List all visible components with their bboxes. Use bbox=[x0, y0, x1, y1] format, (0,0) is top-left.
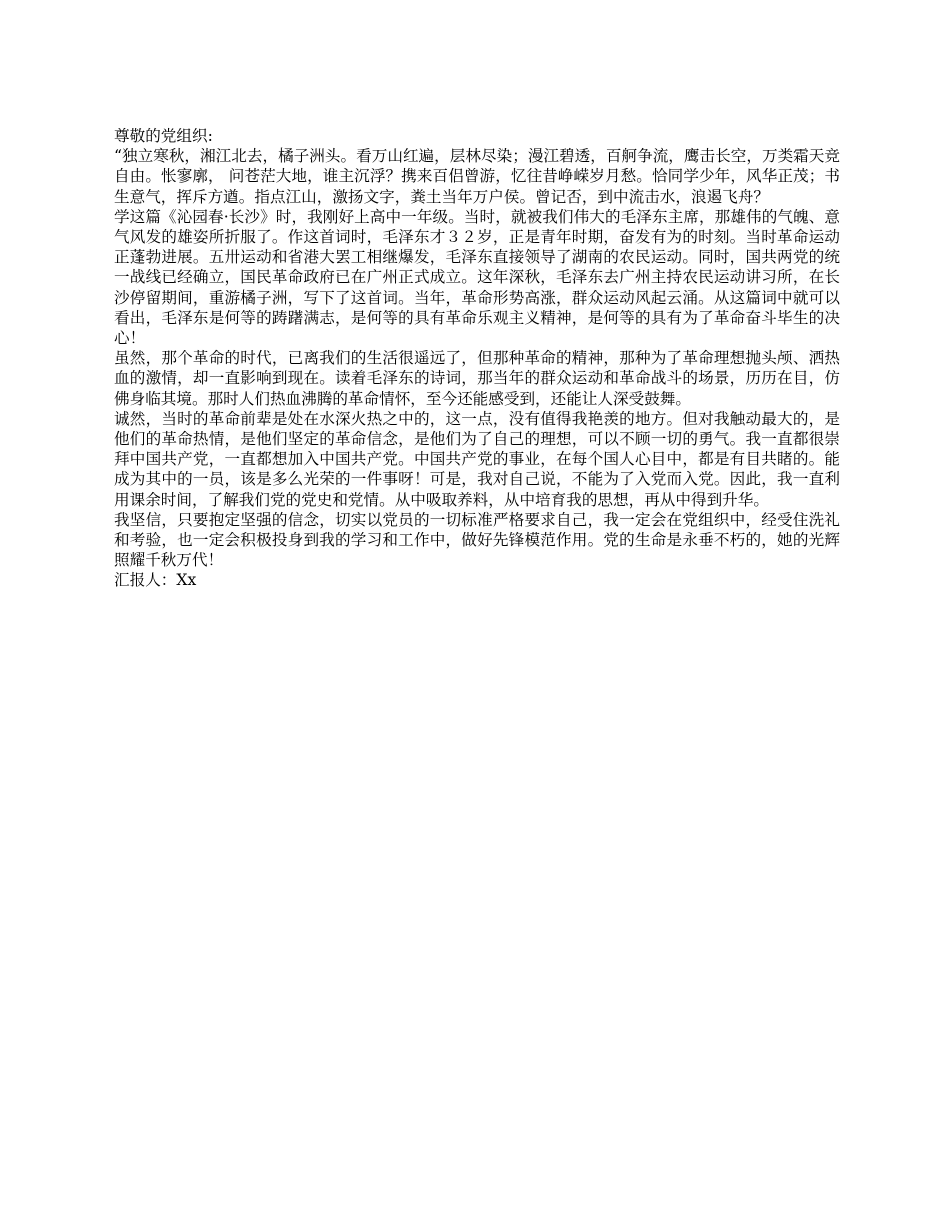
paragraph-study: 学这篇《沁园春·长沙》时，我刚好上高中一年级。当时，就被我们伟大的毛泽东主席，那雄伟的气魄、意气风发的雄姿所折服了。作这首词时，毛泽东才３２岁，正是青年时期，奋发有为的时刻。当时革命运动正蓬勃进展。五卅运动和省港大罢工相继爆发，毛泽东直接领导了湖南的农民运动。同时，国共两党的统一战线已经确立，国民革命政府已在广州正式成立。这年深秋，毛泽东去广州主持农民运动讲习所，在长沙停留期间，重游橘子洲，写下了这首词。当年，革命形势高涨，群众运动风起云涌。从这篇词中就可以看出，毛泽东是何等的踌躇满志，是何等的具有革命乐观主义精神，是何等的具有为了革命奋斗毕生的决心！ bbox=[114, 207, 840, 348]
paragraph-aspiration: 诚然，当时的革命前辈是处在水深火热之中的，这一点，没有值得我艳羡的地方。但对我触动最大的，是他们的革命热情，是他们坚定的革命信念，是他们为了自己的理想，可以不顾一切的勇气。我一直都很崇拜中国共产党，一直都想加入中国共产党。中国共产党的事业，在每个国人心目中，都是有目共睹的。能成为其中的一员，该是多么光荣的一件事呀！可是，我对自己说，不能为了入党而入党。因此，我一直利用课余时间，了解我们党的党史和党情。从中吸取养料，从中培育我的思想，再从中得到升华。 bbox=[114, 409, 840, 509]
salutation: 尊敬的党组织: bbox=[114, 127, 213, 145]
document-body bbox=[114, 126, 840, 591]
paragraph-conviction: 我坚信，只要抱定坚强的信念，切实以党员的一切标准严格要求自己，我一定会在党组织中，经受住洗礼和考验，也一定会积极投身到我的学习和工作中，做好先锋模范作用。党的生命是永垂不朽的，她的光辉照耀千秋万代！ bbox=[114, 510, 840, 570]
signature: 汇报人：Xx bbox=[114, 571, 197, 590]
paragraph-poem: “独立寒秋，湘江北去，橘子洲头。看万山红遍，层林尽染；漫江碧透，百舸争流，鹰击长空，万类霜天竞自由。怅寥廓， 问苍茫大地，谁主沉浮？携来百侣曾游，忆往昔峥嵘岁月愁。恰同学少年，风华正茂；书生意气，挥斥方遒。指点江山，激扬文字，粪土当年万户侯。曾记否，到中流击水，浪遏飞舟？ bbox=[114, 147, 840, 206]
paragraph-spirit: 虽然，那个革命的时代，已离我们的生活很遥远了，但那种革命的精神，那种为了革命理想抛头颅、洒热血的激情，却一直影响到现在。读着毛泽东的诗词，那当年的群众运动和革命战斗的场景，历历在目，仿佛身临其境。那时人们热血沸腾的革命情怀，至今还能感受到，还能让人深受鼓舞。 bbox=[114, 349, 840, 408]
